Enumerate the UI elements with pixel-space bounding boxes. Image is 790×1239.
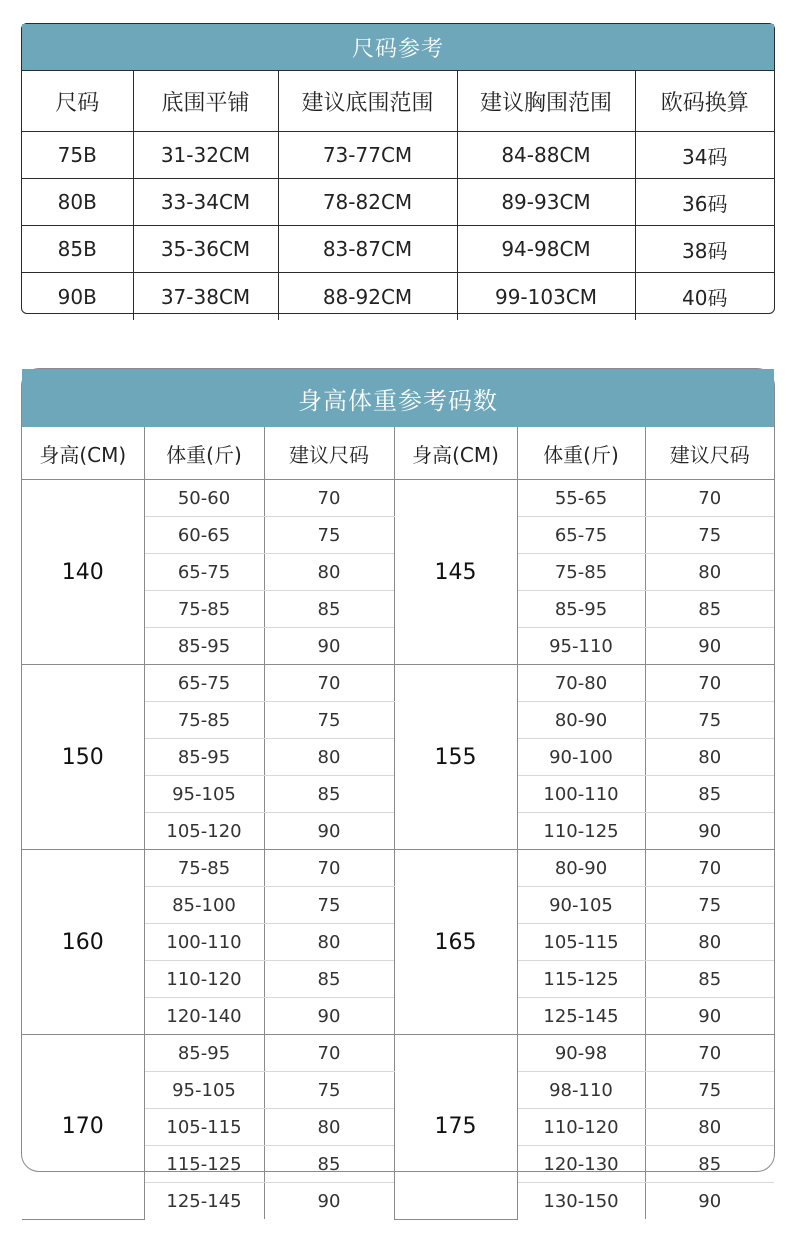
left-height-cell: 160 <box>22 850 144 1035</box>
right-size-cell: 80 <box>645 1109 774 1146</box>
hw-row <box>22 1035 774 1072</box>
right-size-cell: 85 <box>645 776 774 813</box>
left-size-cell: 85 <box>264 961 394 998</box>
size-cell: 88-92CM <box>278 273 457 321</box>
left-weight-cell: 65-75 <box>144 665 264 702</box>
left-weight-cell: 85-95 <box>144 1035 264 1072</box>
left-weight-cell: 75-85 <box>144 702 264 739</box>
left-weight-cell: 125-145 <box>144 1183 264 1220</box>
right-weight-cell: 80-90 <box>517 702 645 739</box>
size-header-cell: 建议底围范围 <box>278 71 457 132</box>
size-cell: 80B <box>22 179 133 226</box>
left-size-cell: 85 <box>264 1146 394 1183</box>
size-cell: 37-38CM <box>133 273 278 321</box>
size-header-cell: 底围平铺 <box>133 71 278 132</box>
right-weight-cell: 110-125 <box>517 813 645 850</box>
left-weight-cell: 120-140 <box>144 998 264 1035</box>
height-weight-table <box>21 368 775 1212</box>
right-weight-cell: 130-150 <box>517 1183 645 1220</box>
left-size-cell: 70 <box>264 1035 394 1072</box>
left-size-cell: 75 <box>264 887 394 924</box>
right-weight-cell: 65-75 <box>517 517 645 554</box>
left-weight-cell: 85-95 <box>144 628 264 665</box>
right-weight-cell: 75-85 <box>517 554 645 591</box>
size-cell: 34码 <box>635 132 774 179</box>
left-size-cell: 70 <box>264 665 394 702</box>
left-height-cell: 170 <box>22 1035 144 1220</box>
size-cell: 99-103CM <box>457 273 635 321</box>
size-cell: 90B <box>22 273 133 321</box>
left-size-cell: 75 <box>264 702 394 739</box>
left-size-cell: 80 <box>264 1109 394 1146</box>
size-header-cell: 建议胸围范围 <box>457 71 635 132</box>
left-size-cell: 75 <box>264 1072 394 1109</box>
right-weight-cell: 110-120 <box>517 1109 645 1146</box>
size-row <box>22 179 774 226</box>
right-weight-cell: 115-125 <box>517 961 645 998</box>
size-reference-title: 尺码参考 <box>22 24 774 71</box>
size-header-cell: 尺码 <box>22 71 133 132</box>
size-cell: 85B <box>22 226 133 273</box>
size-header-row <box>22 71 774 132</box>
hw-header-cell: 建议尺码 <box>264 427 394 480</box>
right-weight-cell: 120-130 <box>517 1146 645 1183</box>
right-weight-cell: 125-145 <box>517 998 645 1035</box>
size-row <box>22 132 774 179</box>
hw-header-cell: 身高(CM) <box>22 427 144 480</box>
right-size-cell: 85 <box>645 591 774 628</box>
right-height-cell: 155 <box>394 665 517 850</box>
left-height-cell: 140 <box>22 480 144 665</box>
hw-row <box>22 850 774 887</box>
size-cell: 38码 <box>635 226 774 273</box>
right-weight-cell: 90-105 <box>517 887 645 924</box>
right-size-cell: 90 <box>645 1183 774 1220</box>
right-weight-cell: 55-65 <box>517 480 645 517</box>
right-size-cell: 75 <box>645 1072 774 1109</box>
right-weight-cell: 95-110 <box>517 628 645 665</box>
right-size-cell: 70 <box>645 665 774 702</box>
size-cell: 40码 <box>635 273 774 321</box>
left-weight-cell: 105-120 <box>144 813 264 850</box>
right-weight-cell: 80-90 <box>517 850 645 887</box>
right-weight-cell: 105-115 <box>517 924 645 961</box>
left-weight-cell: 100-110 <box>144 924 264 961</box>
hw-header-row <box>22 427 774 480</box>
size-header-cell: 欧码换算 <box>635 71 774 132</box>
left-size-cell: 80 <box>264 554 394 591</box>
left-weight-cell: 110-120 <box>144 961 264 998</box>
right-weight-cell: 90-98 <box>517 1035 645 1072</box>
left-size-cell: 75 <box>264 517 394 554</box>
left-size-cell: 80 <box>264 739 394 776</box>
size-cell: 73-77CM <box>278 132 457 179</box>
right-weight-cell: 90-100 <box>517 739 645 776</box>
right-weight-cell: 70-80 <box>517 665 645 702</box>
size-row <box>22 273 774 321</box>
hw-row <box>22 480 774 517</box>
left-size-cell: 90 <box>264 628 394 665</box>
right-size-cell: 90 <box>645 628 774 665</box>
right-size-cell: 75 <box>645 702 774 739</box>
hw-header-cell: 建议尺码 <box>645 427 774 480</box>
left-size-cell: 90 <box>264 1183 394 1220</box>
left-size-cell: 85 <box>264 591 394 628</box>
left-size-cell: 90 <box>264 998 394 1035</box>
left-size-cell: 70 <box>264 850 394 887</box>
right-weight-cell: 98-110 <box>517 1072 645 1109</box>
hw-row <box>22 665 774 702</box>
right-size-cell: 70 <box>645 1035 774 1072</box>
right-size-cell: 85 <box>645 1146 774 1183</box>
right-size-cell: 90 <box>645 998 774 1035</box>
left-weight-cell: 65-75 <box>144 554 264 591</box>
size-reference-table <box>21 23 775 314</box>
size-cell: 83-87CM <box>278 226 457 273</box>
size-cell: 35-36CM <box>133 226 278 273</box>
left-size-cell: 90 <box>264 813 394 850</box>
right-size-cell: 80 <box>645 924 774 961</box>
left-size-cell: 80 <box>264 924 394 961</box>
left-weight-cell: 85-100 <box>144 887 264 924</box>
size-cell: 33-34CM <box>133 179 278 226</box>
right-weight-cell: 100-110 <box>517 776 645 813</box>
right-size-cell: 70 <box>645 850 774 887</box>
size-cell: 31-32CM <box>133 132 278 179</box>
height-weight-grid <box>22 427 774 1220</box>
left-weight-cell: 95-105 <box>144 1072 264 1109</box>
right-size-cell: 90 <box>645 813 774 850</box>
right-size-cell: 75 <box>645 887 774 924</box>
size-cell: 75B <box>22 132 133 179</box>
size-row <box>22 226 774 273</box>
size-cell: 78-82CM <box>278 179 457 226</box>
left-weight-cell: 50-60 <box>144 480 264 517</box>
size-reference-grid <box>22 71 774 320</box>
left-size-cell: 85 <box>264 776 394 813</box>
hw-header-cell: 体重(斤) <box>517 427 645 480</box>
left-weight-cell: 75-85 <box>144 591 264 628</box>
left-weight-cell: 105-115 <box>144 1109 264 1146</box>
height-weight-title: 身高体重参考码数 <box>22 369 774 427</box>
right-size-cell: 85 <box>645 961 774 998</box>
right-size-cell: 80 <box>645 554 774 591</box>
left-weight-cell: 85-95 <box>144 739 264 776</box>
hw-header-cell: 身高(CM) <box>394 427 517 480</box>
right-size-cell: 80 <box>645 739 774 776</box>
size-cell: 84-88CM <box>457 132 635 179</box>
left-size-cell: 70 <box>264 480 394 517</box>
size-cell: 89-93CM <box>457 179 635 226</box>
left-weight-cell: 60-65 <box>144 517 264 554</box>
right-height-cell: 175 <box>394 1035 517 1220</box>
right-weight-cell: 85-95 <box>517 591 645 628</box>
left-weight-cell: 75-85 <box>144 850 264 887</box>
left-weight-cell: 115-125 <box>144 1146 264 1183</box>
size-cell: 94-98CM <box>457 226 635 273</box>
left-height-cell: 150 <box>22 665 144 850</box>
right-height-cell: 165 <box>394 850 517 1035</box>
right-size-cell: 70 <box>645 480 774 517</box>
left-weight-cell: 95-105 <box>144 776 264 813</box>
size-cell: 36码 <box>635 179 774 226</box>
right-height-cell: 145 <box>394 480 517 665</box>
right-size-cell: 75 <box>645 517 774 554</box>
hw-header-cell: 体重(斤) <box>144 427 264 480</box>
